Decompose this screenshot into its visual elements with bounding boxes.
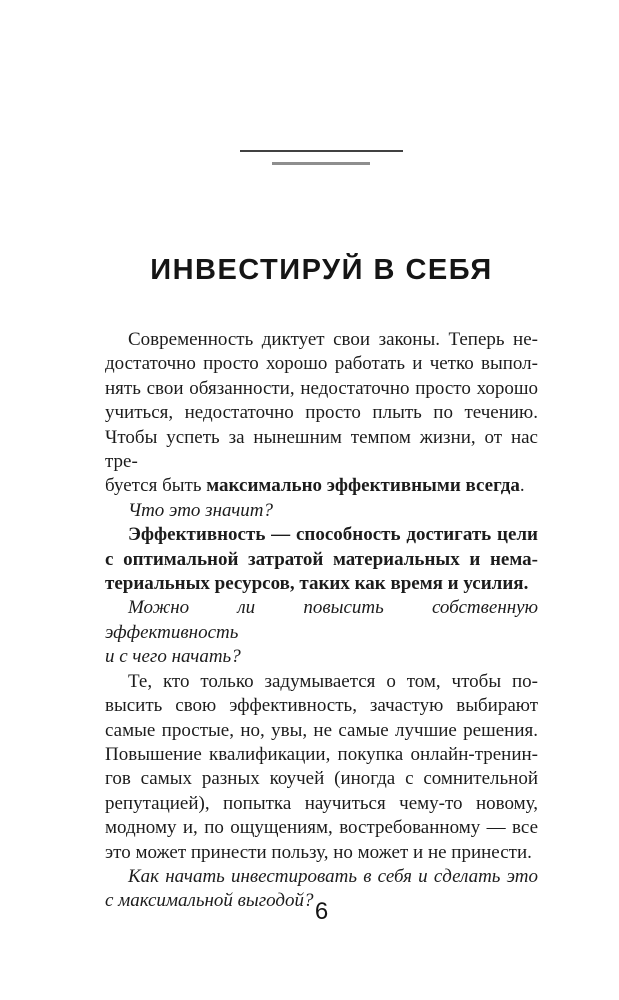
text-line: с максимальной выгодой? <box>105 890 314 912</box>
body-text <box>105 328 538 914</box>
chapter-ornament-bottom-rule <box>272 162 370 165</box>
text-line: Те, кто только задумывается о том, чтобы по- <box>128 670 538 692</box>
text-segment: . <box>519 475 525 497</box>
text-line: Как начать инвестировать в себя и сделать это <box>128 865 538 887</box>
text-line: гов самых разных коучей (иногда с сомнительной <box>105 768 538 790</box>
text-line: учиться, недостаточно просто плыть по течению. <box>105 402 538 424</box>
text-line <box>105 474 538 498</box>
text-line: высить свою эффективность, зачастую выбирают <box>105 695 538 717</box>
text-line: Повышение квалификации, покупка онлайн-тренин- <box>105 743 538 765</box>
paragraph <box>105 523 538 596</box>
text-line: это может принести пользу, но может и не принести. <box>105 841 532 863</box>
paragraph <box>105 328 538 499</box>
text-line: модному и, по ощущениям, востребованному — все <box>105 817 538 839</box>
text-line: Можно ли повысить собственную эффективность <box>105 597 538 643</box>
text-line: нять свои обязанности, недостаточно просто хорошо <box>105 377 538 399</box>
paragraph <box>105 499 538 523</box>
text-line: с оптимальной затратой материальных и нема- <box>105 548 538 570</box>
paragraph <box>105 670 538 865</box>
text-segment-bold: максимально эффективными всегда <box>206 475 520 497</box>
paragraph <box>105 596 538 669</box>
text-line: Чтобы успеть за нынешним темпом жизни, от нас тре- <box>105 426 538 473</box>
text-line: достаточно просто хорошо работать и четко выпол- <box>105 353 538 375</box>
text-line: Эффективность — способность достигать цели <box>128 524 538 546</box>
text-line: Современность диктует свои законы. Теперь не- <box>128 329 538 350</box>
chapter-ornament-top-rule <box>240 150 403 152</box>
text-line: репутацией), попытка научиться чему-то новому, <box>105 792 538 814</box>
text-segment: буется быть <box>105 475 207 497</box>
text-line: Что это значит? <box>128 499 274 521</box>
page-number: 6 <box>314 898 329 925</box>
text-line: и с чего начать? <box>105 646 241 668</box>
text-line: самые простые, но, увы, не самые лучшие решения. <box>105 719 538 741</box>
text-line: териальных ресурсов, таких как время и усилия. <box>105 573 529 595</box>
chapter-title: ИНВЕСТИРУЙ В СЕБЯ <box>150 254 493 286</box>
